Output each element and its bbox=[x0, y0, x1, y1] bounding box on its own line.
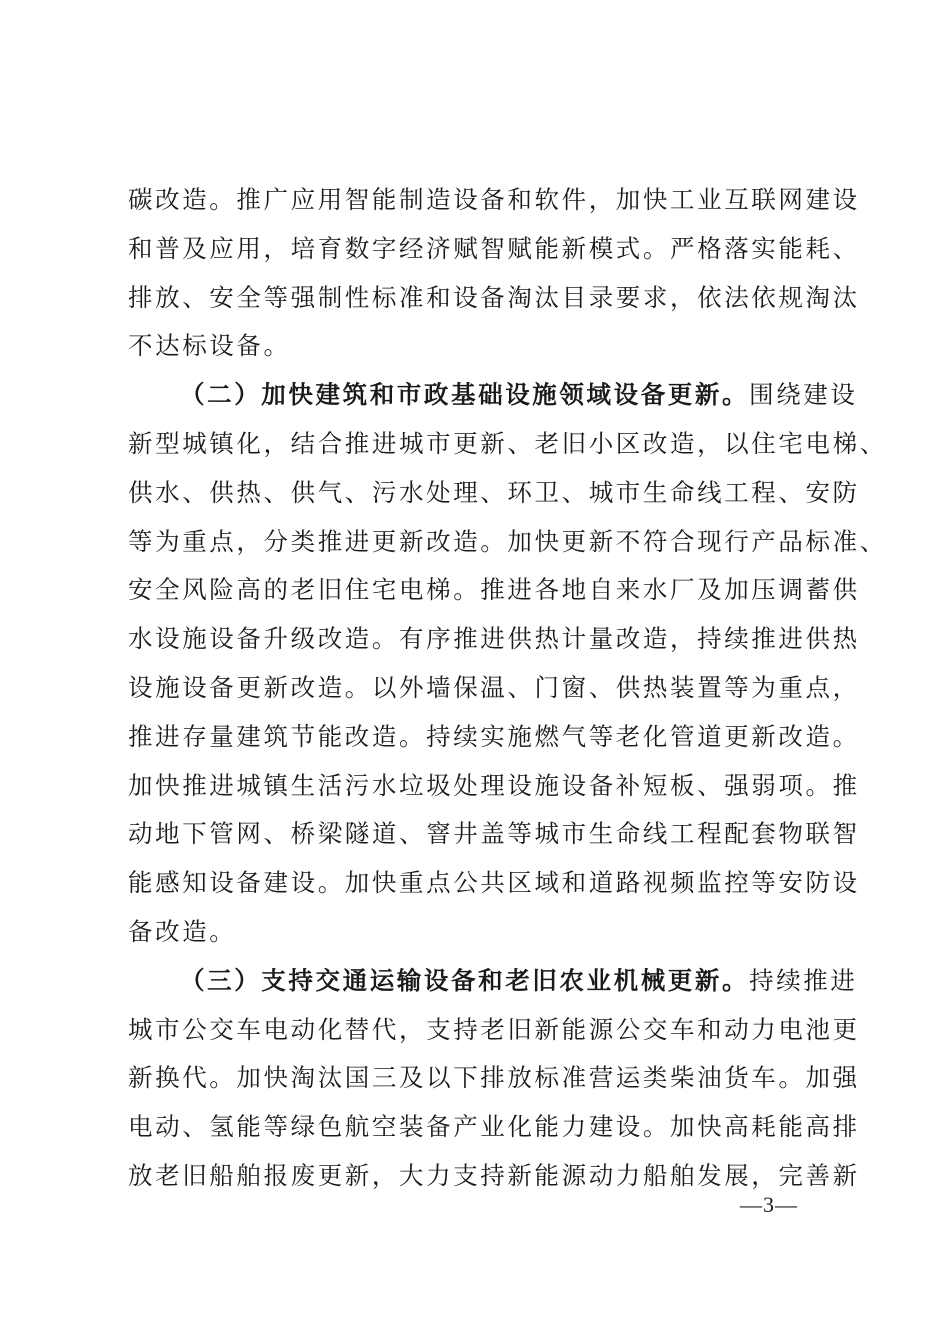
section-heading-3: （三）支持交通运输设备和老旧农业机械更新。 bbox=[180, 965, 750, 995]
text-line: 等为重点，分类推进更新改造。加快更新不符合现行产品标准、 bbox=[128, 526, 887, 556]
text-line: 新换代。加快淘汰国三及以下排放标准营运类柴油货车。加强 bbox=[128, 1063, 860, 1093]
text-line: 安全风险高的老旧住宅电梯。推进各地自来水厂及加压调蓄供 bbox=[128, 575, 860, 605]
text-segment: 持续推进 bbox=[749, 965, 858, 995]
text-line: 排放、安全等强制性标准和设备淘汰目录要求，依法依规淘汰 bbox=[128, 282, 860, 312]
paragraph-2-first-line bbox=[128, 371, 858, 420]
text-line: 放老旧船舶报废更新，大力支持新能源动力船舶发展，完善新 bbox=[128, 1160, 860, 1190]
page-number: —3— bbox=[740, 1192, 798, 1217]
paragraph-3 bbox=[128, 957, 860, 1201]
text-line: 城市公交车电动化替代，支持老旧新能源公交车和动力电池更 bbox=[128, 1014, 860, 1044]
text-line: 碳改造。推广应用智能制造设备和软件，加快工业互联网建设 bbox=[128, 185, 860, 214]
paragraph-1 bbox=[128, 176, 860, 371]
paragraph-3-first-line bbox=[128, 957, 858, 1006]
text-line: 供水、供热、供气、污水处理、环卫、城市生命线工程、安防 bbox=[128, 477, 860, 507]
text-segment: 围绕建设 bbox=[749, 380, 858, 410]
text-line: 动地下管网、桥梁隧道、窨井盖等城市生命线工程配套物联智 bbox=[128, 819, 860, 849]
text-line: 新型城镇化，结合推进城市更新、老旧小区改造，以住宅电梯、 bbox=[128, 428, 887, 458]
text-line: 备改造。 bbox=[128, 916, 237, 946]
text-line: 推进存量建筑节能改造。持续实施燃气等老化管道更新改造。 bbox=[128, 721, 860, 751]
text-line: 加快推进城镇生活污水垃圾处理设施设备补短板、强弱项。推 bbox=[128, 770, 860, 800]
text-line: 和普及应用，培育数字经济赋智赋能新模式。严格落实能耗、 bbox=[128, 233, 860, 263]
section-heading-2: （二）加快建筑和市政基础设施领域设备更新。 bbox=[180, 380, 750, 410]
text-line: 电动、氢能等绿色航空装备产业化能力建设。加快高耗能高排 bbox=[128, 1112, 860, 1142]
text-line: 设施设备更新改造。以外墙保温、门窗、供热装置等为重点， bbox=[128, 672, 860, 702]
text-line: 能感知设备建设。加快重点公共区域和道路视频监控等安防设 bbox=[128, 868, 860, 898]
text-line: 不达标设备。 bbox=[128, 331, 291, 361]
body-text bbox=[128, 176, 887, 1201]
text-line: 水设施设备升级改造。有序推进供热计量改造，持续推进供热 bbox=[128, 624, 860, 654]
paragraph-2 bbox=[128, 371, 887, 957]
